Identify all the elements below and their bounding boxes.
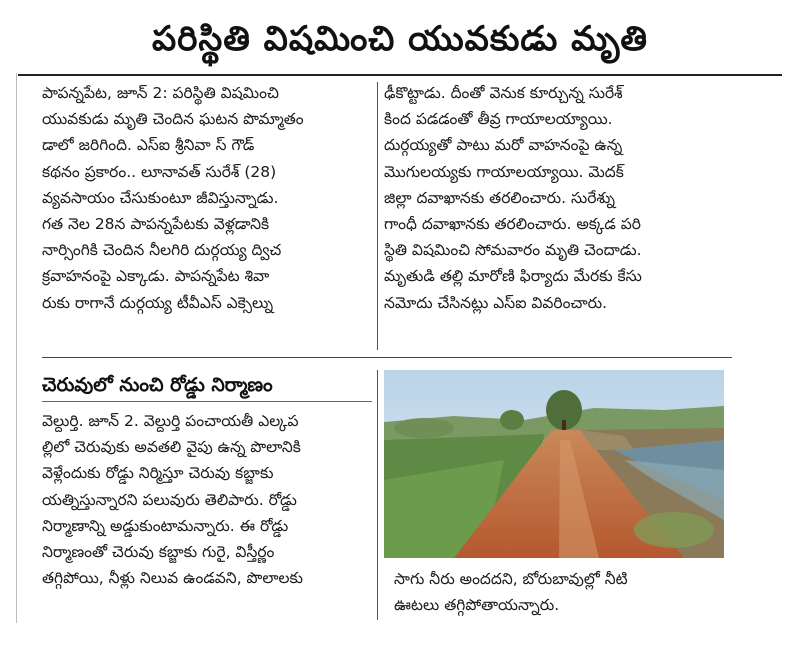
text-line: జిల్లా దవాఖానకు తరలించారు. సురేశ్ను [384,188,616,207]
story2-headline: చెరువులో నుంచి రోడ్డు నిర్మాణం [42,374,273,396]
text-line: యువకుడు మృతి చెందిన ఘటన పొమ్మాతం [42,110,304,129]
text-line: నార్సింగికి చెందిన నీలగిరి దుర్గయ్య ద్విచ [42,241,282,260]
text-line: మొగులయ్యకు గాయాలయ్యాయి. మెదక్ [384,162,624,181]
text-line: నిర్మాణాన్ని అడ్డుకుంటామన్నారు. ఈ రోడ్డు [42,516,289,535]
text-line: కథనం ప్రకారం.. లూనావత్ సురేశ్ (28) [42,162,277,181]
story2-column-2 [394,566,730,618]
text-line: స్థితి విషమించి సోమవారం మృతి చెందాడు. [384,241,642,260]
text-line: గత నెల 28న పాపన్నపేటకు వెళ్లడానికి [42,215,270,234]
text-line: నిర్మాణంతో చెరువు కబ్జాకు గురై, విస్తీర్ణం [42,543,275,562]
subhead-rule [42,401,372,402]
text-line: తగ్గిపోయి, నీళ్లు నిలువ ఉండవని, పొలాలకు [42,569,303,588]
text-line: యత్నిస్తున్నారని పలువురు తెలిపారు. రోడ్డు [42,490,297,509]
page-edge [16,73,17,623]
text-line: పాపన్నపేట, జూన్ 2: పరిస్థితి విషమించి [42,84,279,102]
road-photo [384,370,724,558]
text-line: వెళ్లేందుకు రోడ్డు నిర్మిస్తూ చెరువు కబ్జాకు [42,464,274,483]
text-line: క్రవాహనంపై ఎక్కాడు. పాపన్నపేట శివా [42,267,270,286]
headline-rule [18,74,782,76]
story1-column-2 [384,80,724,316]
column-divider [377,370,378,620]
story2-column-1 [42,408,372,591]
section-divider [42,357,732,358]
text-line: వెల్దుర్తి. జూన్ 2. వెల్దుర్తి పంచాయతీ ఎల్కప [42,412,299,430]
text-line: ఢీకొట్టాడు. దీంతో వెనుక కూర్చున్న సురేశ్ [384,84,623,102]
text-line: మృతుడి తల్లి మారోణి ఫిర్యాదు మేరకు కేసు [384,267,642,286]
text-line: సాగు నీరు అందదని, బోరుబావుల్లో నీటి [394,570,628,588]
text-line: ఊటలు తగ్గిపోతాయన్నారు. [394,596,560,615]
road-photo-illustration [384,370,724,558]
text-line: కింద పడడంతో తీవ్ర గాయాలయ్యాయి. [384,110,613,129]
headline: పరిస్థితి విషమించి యువకుడు మృతి [152,19,648,59]
text-line: నమోదు చేసినట్లు ఎస్ఐ వివరించారు. [384,293,608,312]
text-line: ల్లిలో చెరువుకు అవతలి వైపు ఉన్న పొలానికి [42,438,301,457]
text-line: గాంధీ దవాఖానకు తరలించారు. అక్కడ పరి [384,215,641,234]
text-line: డాలో జరిగింది. ఎస్ఐ శ్రీనివా స్ గౌడ్ [42,136,255,155]
text-line: రుకు రాగానే దుర్గయ్య టీవీఎస్ ఎక్సెల్ను [42,293,274,312]
text-line: వ్యవసాయం చేసుకుంటూ జీవిస్తున్నాడు. [42,188,279,207]
text-line: దుర్గయ్యతో పాటు మరో వాహనంపై ఉన్న [384,136,623,155]
story1-column-1 [42,80,370,316]
column-divider [377,82,378,350]
